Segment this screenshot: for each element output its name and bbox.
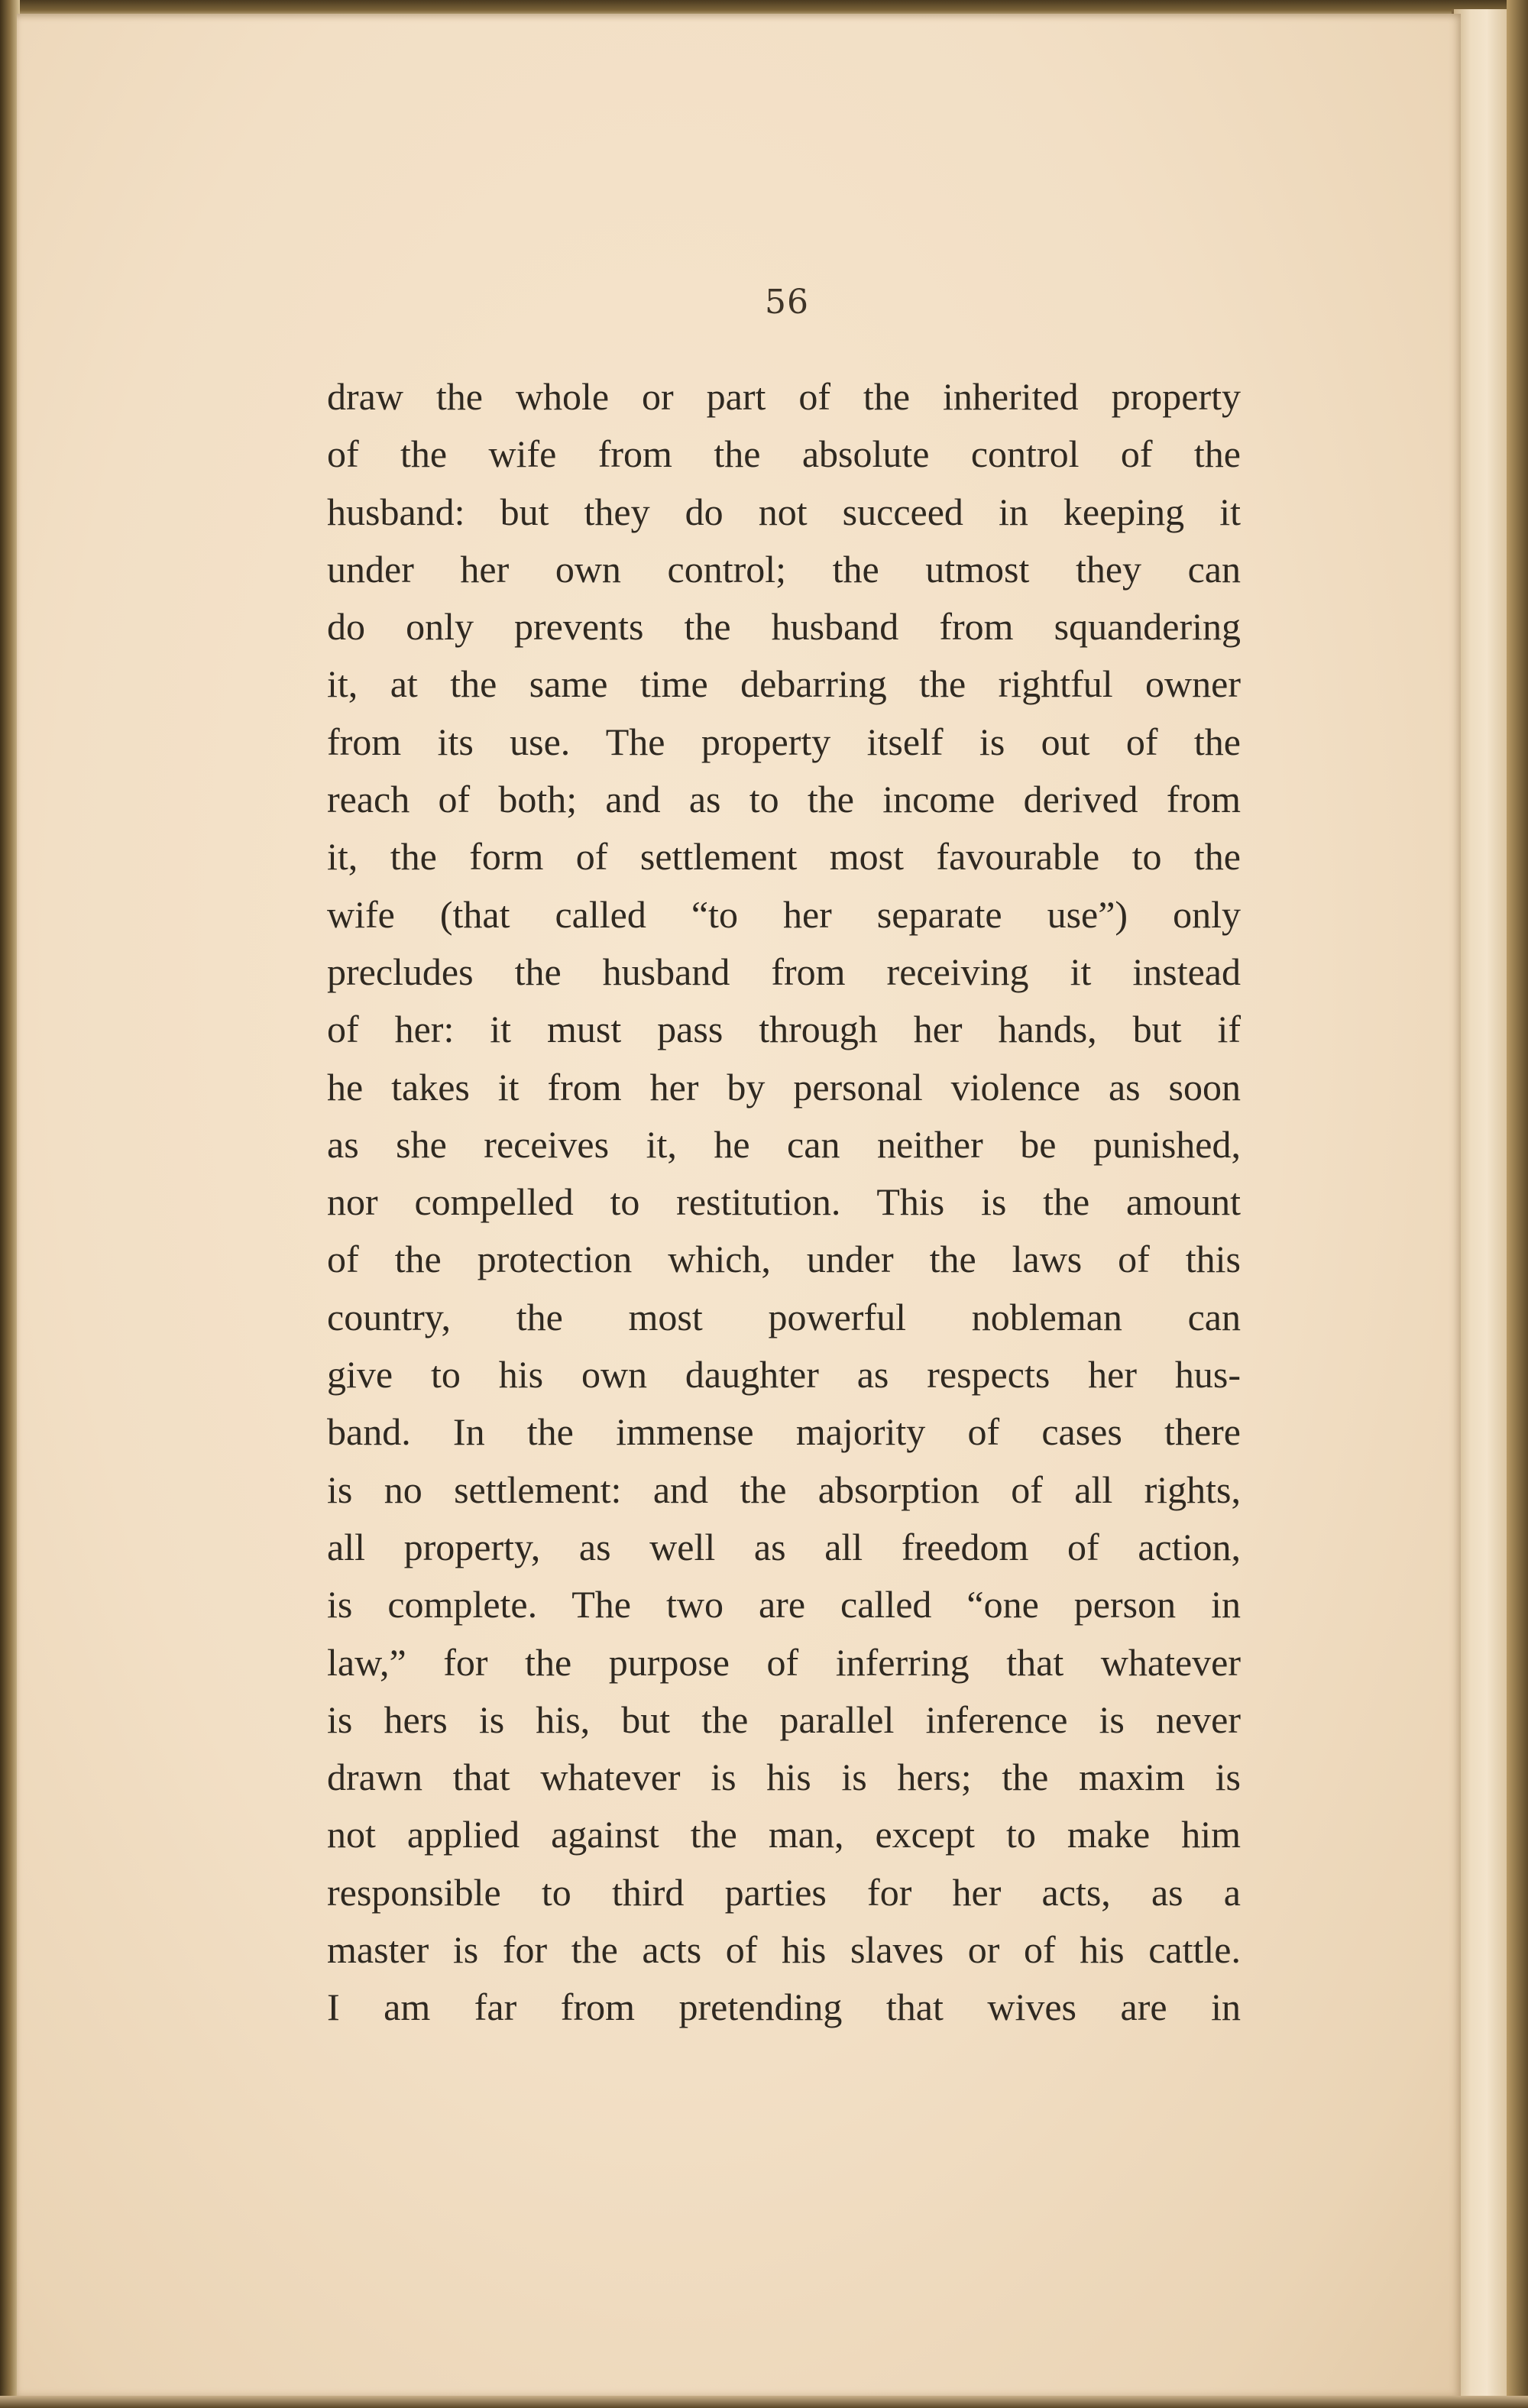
text-line: do only prevents the husband from squandering (327, 605, 1241, 649)
text-line: give to his own daughter as respects her hus- (327, 1353, 1241, 1397)
text-line: is hers is his, but the parallel inference is never (327, 1698, 1241, 1741)
text-line: band. In the immense majority of cases there (327, 1410, 1241, 1454)
text-line: of the wife from the absolute control of the (327, 432, 1241, 476)
text-line: reach of both; and as to the income derived from (327, 778, 1241, 821)
text-line: responsible to third parties for her acts, as a (327, 1870, 1241, 1914)
bottom-edge (0, 2396, 1528, 2408)
text-line: it, the form of settlement most favourable to the (327, 835, 1241, 879)
text-line: nor compelled to restitution. This is the amount (327, 1180, 1241, 1224)
text-line: not applied against the man, except to make him (327, 1813, 1241, 1856)
text-line: I am far from pretending that wives are in (327, 1986, 1241, 2029)
text-line: as she receives it, he can neither be punished, (327, 1122, 1241, 1166)
text-line: from its use. The property itself is out of the (327, 720, 1241, 763)
text-line: precludes the husband from receiving it instead (327, 950, 1241, 993)
text-line: of her: it must pass through her hands, but if (327, 1008, 1241, 1051)
text-line: wife (that called “to her separate use”) only (327, 892, 1241, 936)
text-line: of the protection which, under the laws of this (327, 1238, 1241, 1281)
body-text (327, 368, 1241, 2037)
text-line: is no settlement: and the absorption of all rights, (327, 1468, 1241, 1511)
text-line: it, at the same time debarring the rightful owner (327, 662, 1241, 706)
text-line: under her own control; the utmost they can (327, 547, 1241, 591)
right-cover-edge (1507, 0, 1528, 2408)
text-line: all property, as well as all freedom of action, (327, 1525, 1241, 1568)
text-line: country, the most powerful nobleman can (327, 1295, 1241, 1338)
text-line: is complete. The two are called “one person in (327, 1583, 1241, 1626)
text-line: he takes it from her by personal violence as soon (327, 1065, 1241, 1109)
text-line: husband: but they do not succeed in keeping it (327, 490, 1241, 533)
text-line: master is for the acts of his slaves or of his cattle. (327, 1928, 1241, 1972)
text-line: draw the whole or part of the inherited property (327, 375, 1241, 418)
text-line: law,” for the purpose of inferring that whatever (327, 1640, 1241, 1684)
text-line: drawn that whatever is his is hers; the maxim is (327, 1756, 1241, 1799)
page-number: 56 (765, 283, 809, 322)
